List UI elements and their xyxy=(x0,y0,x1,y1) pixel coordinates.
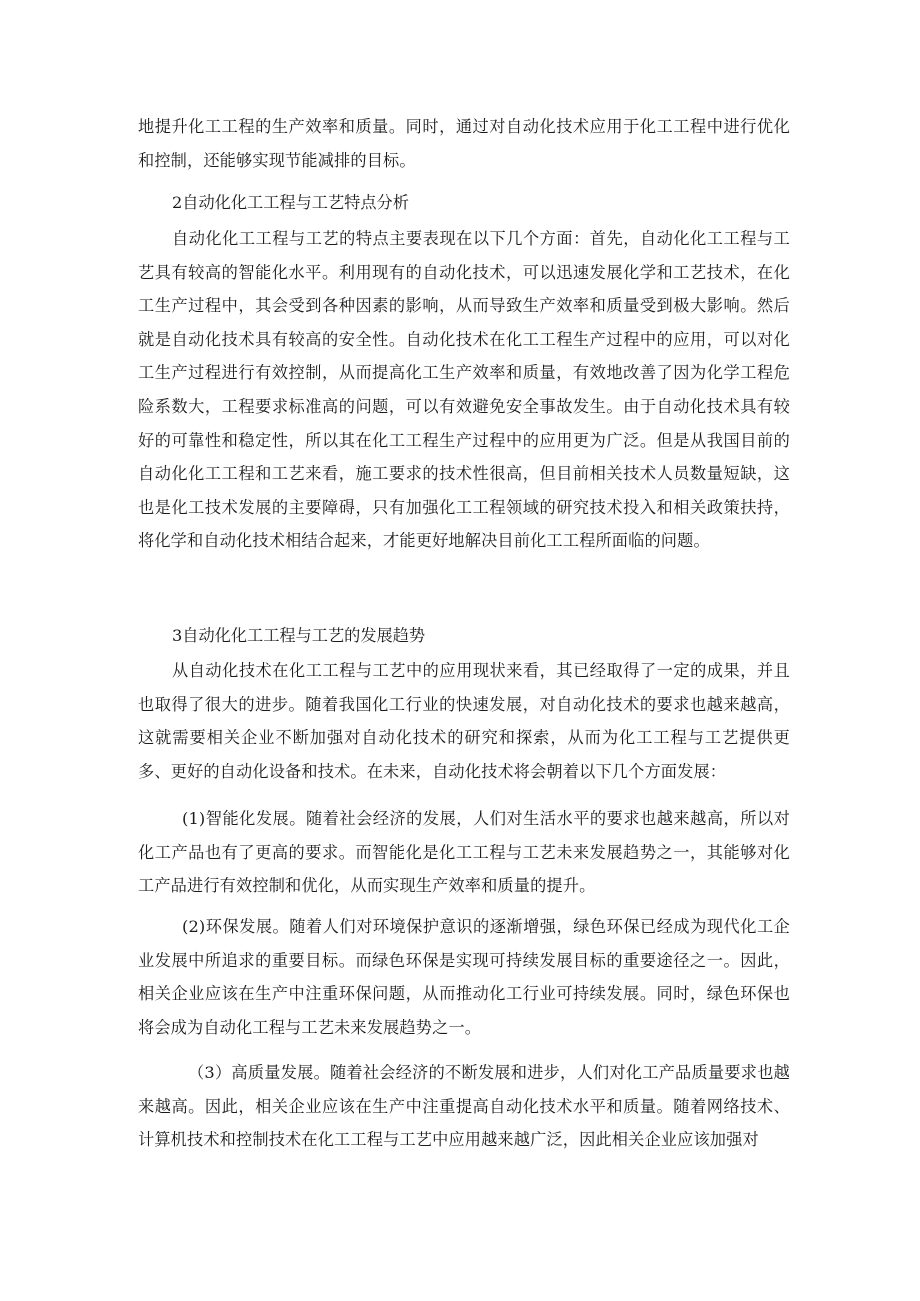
section-3-intro: 从自动化技术在化工工程与工艺中的应用现状来看，其已经取得了一定的成果，并且也取得了很大的进步。随着我国化工行业的快速发展，对自动化技术的要求也越来越高，这就需要相关企业不断加强对自动化技术的研究和探索，从而为化工工程与工艺提供更多、更好的自动化设备和技术。在未来，自动化技术将会朝着以下几个方面发展： xyxy=(138,661,790,781)
list-item-intelligent-development: (1)智能化发展。随着社会经济的发展，人们对生活水平的要求也越来越高，所以对化工产品也有了更高的要求。而智能化是化工工程与工艺未来发展趋势之一，其能够对化工产品进行有效控制和优化，从而实现生产效率和质量的提升。 xyxy=(138,809,790,896)
paragraph-continuation: 地提升化工工程的生产效率和质量。同时，通过对自动化技术应用于化工工程中进行优化和控制，还能够实现节能减排的目标。 xyxy=(138,117,790,170)
list-item-environmental-development: (2)环保发展。随着人们对环境保护意识的逐渐增强，绿色环保已经成为现代化工企业发展中所追求的重要目标。而绿色环保是实现可持续发展目标的重要途径之一。因此，相关企业应该在生产中注重环保问题，从而推动化工行业可持续发展。同时，绿色环保也将会成为自动化工程与工艺未来发展趋势之一。 xyxy=(138,917,790,1037)
section-2-body: 自动化化工工程与工艺的特点主要表现在以下几个方面：首先，自动化化工工程与工艺具有较高的智能化水平。利用现有的自动化技术，可以迅速发展化学和工艺技术，在化工生产过程中，其会受到各种因素的影响，从而导致生产效率和质量受到极大影响。然后就是自动化技术具有较高的安全性。自动化技术在化工工程生产过程中的应用，可以对化工生产过程进行有效控制，从而提高化工生产效率和质量，有效地改善了因为化学工程危险系数大，工程要求标准高的问题，可以有效避免安全事故发生。由于自动化技术具有较好的可靠性和稳定性，所以其在化工工程生产过程中的应用更为广泛。但是从我国目前的自动化化工工程和工艺来看，施工要求的技术性很高，但目前相关技术人员数量短缺，这也是化工技术发展的主要障碍，只有加强化工工程领域的研究技术投入和相关政策扶持，将化学和自动化技术相结合起来，才能更好地解决目前化工工程所面临的问题。 xyxy=(138,229,790,551)
section-2-heading: 2自动化化工工程与工艺特点分析 xyxy=(172,193,409,212)
section-3-heading: 3自动化化工工程与工艺的发展趋势 xyxy=(172,626,426,645)
list-item-high-quality-development: （3）高质量发展。随着社会经济的不断发展和进步，人们对化工产品质量要求也越来越高。因此，相关企业应该在生产中注重提高自动化技术水平和质量。随着网络技术、计算机技术和控制技术在化工工程与工艺中应用越来越广泛，因此相关企业应该加强对 xyxy=(138,1063,790,1150)
